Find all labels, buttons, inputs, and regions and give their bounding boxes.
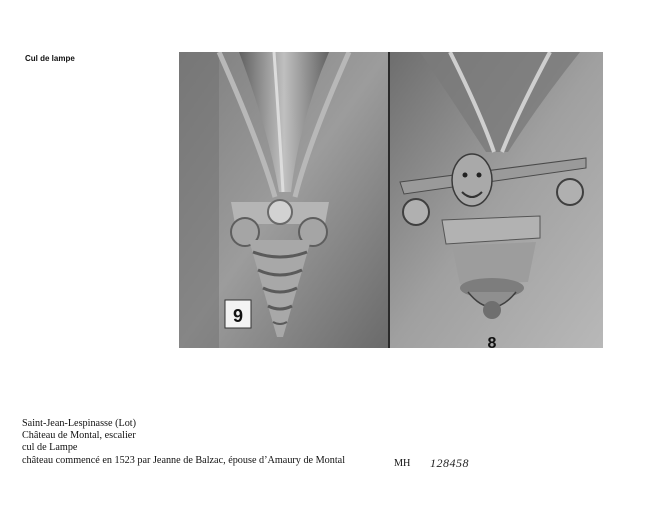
document-title: Cul de lampe (25, 54, 75, 63)
caption-line-history: château commencé en 1523 par Jeanne de Balzac, épouse d’Amaury de Montal (22, 454, 346, 466)
reference-prefix: MH (394, 458, 411, 469)
reference-number: 128458 (430, 456, 469, 470)
photo-strip (179, 52, 603, 348)
photo-marker-8: 8 (487, 335, 497, 348)
photo-corbel-left (179, 52, 388, 348)
caption-block (22, 418, 345, 467)
photo-corbel-right (390, 52, 603, 348)
caption-line-subject: cul de Lampe (22, 442, 78, 454)
caption-line-location: Saint-Jean-Lespinasse (Lot) (22, 418, 137, 429)
caption-line-building: Château de Montal, escalier (22, 430, 136, 442)
photo-marker-9: 9 (232, 306, 244, 326)
